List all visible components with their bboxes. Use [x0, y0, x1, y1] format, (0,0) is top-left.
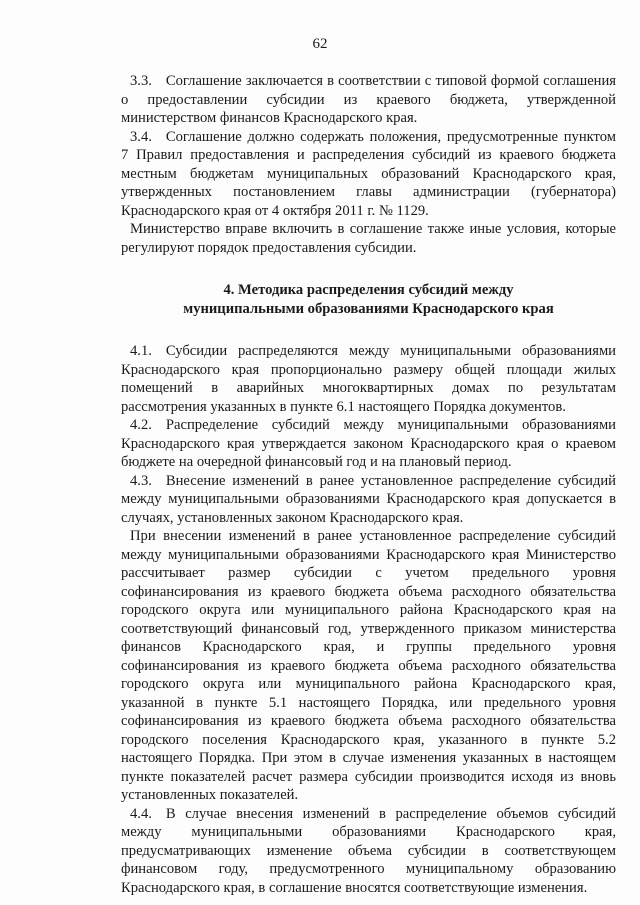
section-heading-line-2: муниципальными образованиями Краснодарского края: [183, 300, 554, 317]
paragraph-number: 4.3.: [130, 472, 152, 489]
paragraph-changes-calculation: [121, 527, 616, 805]
paragraph-text: В случае внесения изменений в распределение объемов субсидий между муниципальными образованиями Краснодарского края, предусматривающих изменение объема субсидии в соответствующем финансовом году, предусмотренного муниципальному образованию Краснодарского края, в соглашение вносятся соответствующие изменения.: [121, 805, 616, 896]
paragraph-4-1: [121, 342, 616, 416]
paragraph-text: Соглашение заключается в соответствии с типовой формой соглашения о предоставлении субсидии из краевого бюджета, утвержденной министерством финансов Краснодарского края.: [121, 73, 616, 126]
paragraph-4-3: [121, 472, 616, 528]
paragraph-number: 4.2.: [130, 417, 152, 433]
paragraph-number: 4.4.: [130, 805, 152, 822]
paragraph-4-4: [121, 805, 616, 898]
paragraph-number: 4.1.: [130, 343, 152, 359]
paragraph-number: 3.3.: [130, 73, 152, 89]
paragraph-text: Соглашение должно содержать положения, предусмотренные пунктом 7 Правил предоставления и распределения субсидий из краевого бюджета местным бюджетам муниципальных образований Краснодарского края, утвержденных постановлением главы администрации (губернатора) Краснодарского края от 4 октября 2011 г. № 1129.: [121, 128, 616, 219]
paragraph-text: При внесении изменений в ранее установленное распределение субсидий между муниципальными образованиями Краснодарского края Министерство рассчитывает размер субсидии с учетом предельного уровня софинансирования из краевого бюджета объема расходного обязательства городского округа или муниципального района Краснодарского края на соответствующий финансовый год, утвержденного приказом министерства финансов Краснодарского края, и группы предельного уровня софинансирования из краевого бюджета объема расходного обязательства городского округа или муниципального района Краснодарского края, указанной в пункте 5.1 настоящего Порядка, или предельного уровня софинансирования из краевого бюджета объема расходного обязательства городского поселения Краснодарского края, указанного в пункте 5.2 настоящего Порядка. При этом в случае изменения указанных в настоящем пункте показателей расчет размера субсидии производится исходя из вновь установленных показателей.: [121, 528, 616, 803]
paragraph-number: 3.4.: [130, 128, 152, 145]
section-heading-line-1: 4. Методика распределения субсидий между: [223, 282, 514, 298]
document-body: [121, 72, 616, 897]
paragraph-ministry-conditions: [121, 220, 616, 257]
section-heading: [121, 281, 616, 318]
paragraph-text: Субсидии распределяются между муниципальными образованиями Краснодарского края пропорционально размеру общей площади жилых помещений в аварийных многоквартирных домах по результатам рассмотрения указанных в пункте 6.1 настоящего Порядка документов.: [121, 343, 616, 415]
paragraph-text: Распределение субсидий между муниципальными образованиями Краснодарского края утверждается законом Краснодарского края о краевом бюджете на очередной финансовый год и на плановый период.: [121, 417, 616, 470]
paragraph-text: Внесение изменений в ранее установленное распределение субсидий между муниципальными образованиями Краснодарского края допускается в случаях, установленных законом Краснодарского края.: [121, 472, 616, 526]
paragraph-3-4: [121, 128, 616, 221]
paragraph-3-3: [121, 72, 616, 128]
paragraph-4-2: [121, 416, 616, 472]
page-number: 62: [312, 36, 328, 52]
paragraph-text: Министерство вправе включить в соглашение также иные условия, которые регулируют порядок предоставления субсидии.: [121, 221, 616, 256]
